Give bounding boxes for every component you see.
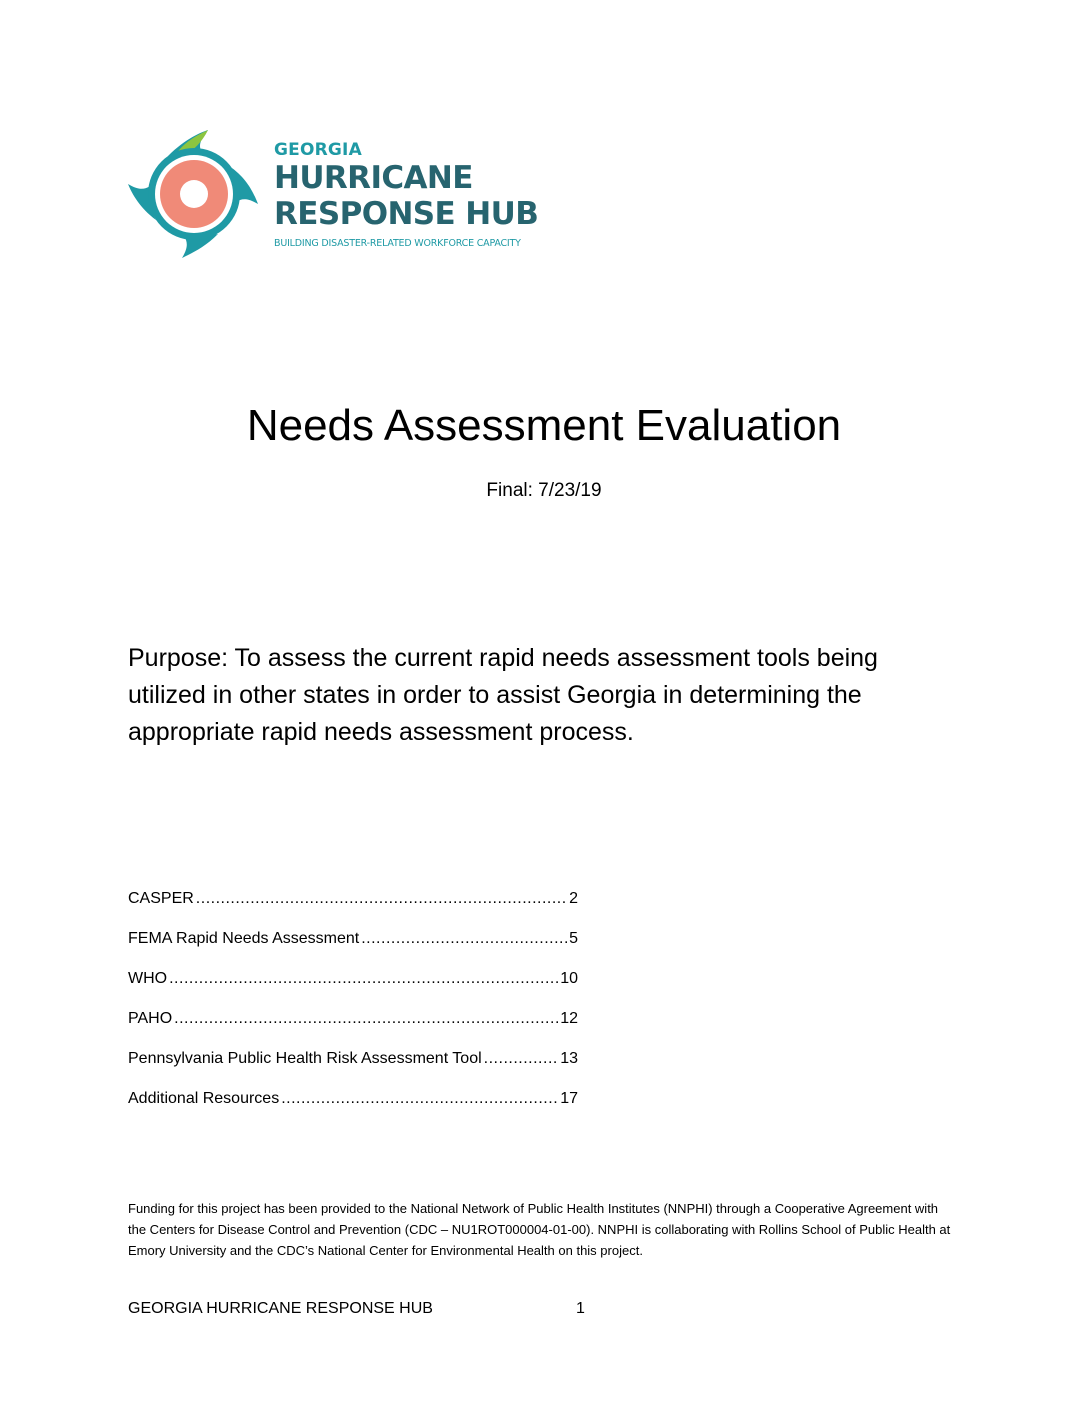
- hurricane-logo-icon: [128, 128, 260, 260]
- toc-page-number: 13: [560, 1050, 578, 1067]
- logo-tagline: BUILDING DISASTER-RELATED WORKFORCE CAPACITY: [274, 238, 521, 249]
- document-title: Needs Assessment Evaluation: [246, 401, 842, 450]
- toc-leader-dots: [361, 928, 567, 950]
- logo-response-hub: RESPONSE HUB: [274, 196, 539, 232]
- toc-leader-dots: [169, 968, 558, 990]
- toc-label: PAHO: [128, 1010, 173, 1027]
- logo-hurricane: HURRICANE: [274, 160, 473, 196]
- toc-label: CASPER: [128, 890, 194, 907]
- purpose-statement: Purpose: To assess the current rapid needs assessment tools being utilized in other states in order to assist Georgia in determining the appropriate rapid needs assessment process.: [128, 644, 878, 746]
- logo: [128, 128, 558, 260]
- toc-page-number: 12: [560, 1010, 578, 1027]
- toc-label: Additional Resources: [128, 1090, 280, 1107]
- toc-entry[interactable]: [128, 1088, 578, 1128]
- toc-label: FEMA Rapid Needs Assessment: [128, 930, 360, 947]
- logo-wordmark: [274, 140, 538, 249]
- toc-entry[interactable]: [128, 1048, 578, 1088]
- toc-page-number: 10: [560, 970, 578, 987]
- footer-page-number: 1: [576, 1300, 585, 1317]
- toc-leader-dots: [281, 1088, 558, 1110]
- toc-leader-dots: [196, 888, 567, 910]
- toc-entry[interactable]: [128, 968, 578, 1008]
- table-of-contents: [128, 888, 578, 1128]
- final-date: Final: 7/23/19: [486, 480, 602, 501]
- toc-page-number: 2: [569, 890, 578, 907]
- toc-label: Pennsylvania Public Health Risk Assessment Tool: [128, 1050, 482, 1067]
- toc-page-number: 5: [569, 930, 578, 947]
- logo-center: [180, 180, 208, 208]
- toc-entry[interactable]: [128, 888, 578, 928]
- funding-statement: Funding for this project has been provided to the National Network of Public Health Institutes (NNPHI) through a Cooperative Agreement with the Centers for Disease Control and Prevention (CDC – NU1ROT000004-01-00). NNPHI is collaborating with Rollins School of Public Health at Emory University and the CDC’s National Center for Environmental Health on this project.: [128, 1201, 951, 1258]
- footer-title: GEORGIA HURRICANE RESPONSE HUB: [128, 1300, 433, 1317]
- toc-page-number: 17: [560, 1090, 578, 1107]
- toc-label: WHO: [128, 970, 168, 987]
- logo-georgia: GEORGIA: [274, 140, 362, 160]
- toc-entry[interactable]: [128, 1008, 578, 1048]
- toc-leader-dots: [174, 1008, 558, 1030]
- toc-entry[interactable]: [128, 928, 578, 968]
- toc-leader-dots: [484, 1048, 559, 1070]
